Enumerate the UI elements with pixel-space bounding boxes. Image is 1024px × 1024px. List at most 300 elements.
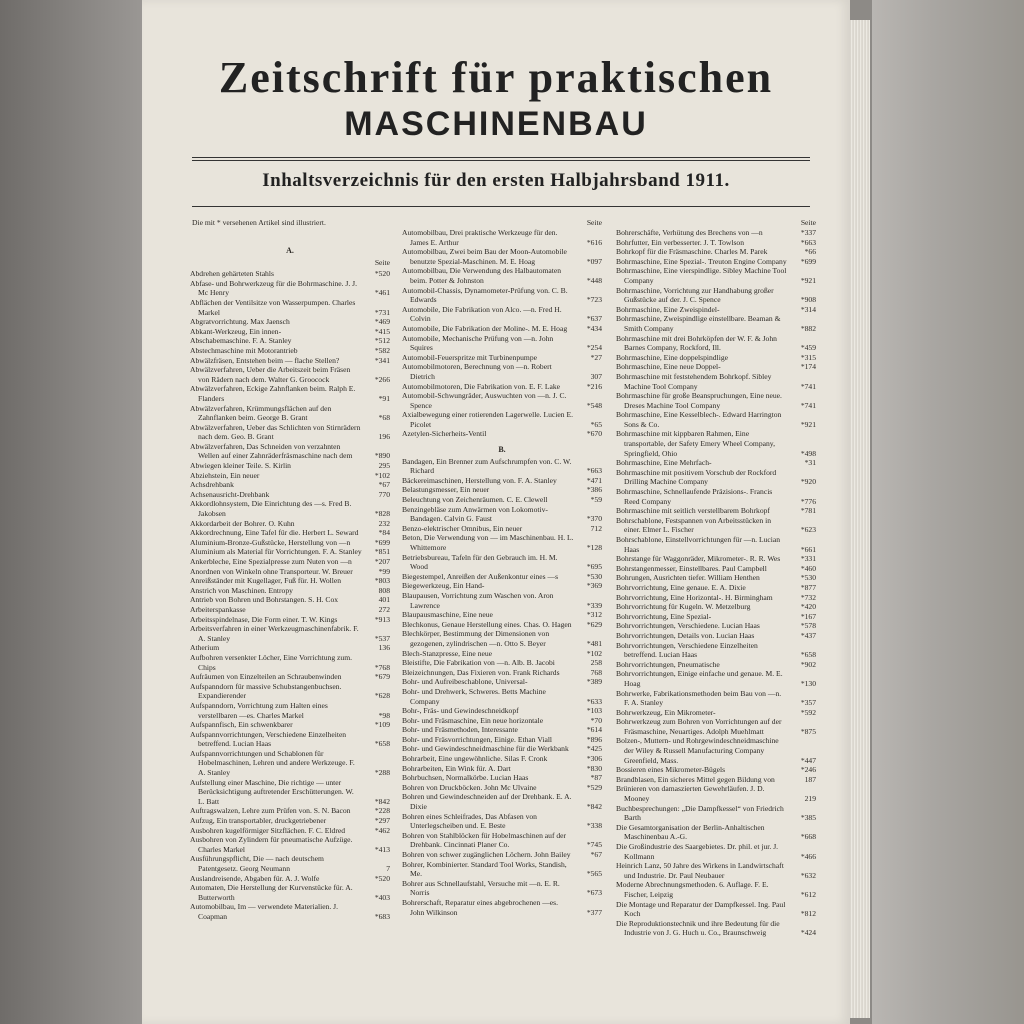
journal-page bbox=[142, 0, 850, 1024]
toc-entry bbox=[616, 353, 816, 363]
toc-entry-page: *128 bbox=[586, 543, 602, 552]
toc-entry-page: *629 bbox=[586, 619, 602, 629]
toc-entry-page: *548 bbox=[586, 400, 602, 410]
toc-entry bbox=[616, 736, 816, 765]
background-left bbox=[0, 0, 142, 1024]
toc-entry bbox=[616, 660, 816, 670]
toc-entry-title: Achsenausricht-Drehbank bbox=[190, 489, 270, 499]
toc-entry-page: *266 bbox=[374, 374, 390, 384]
toc-entry-page: *921 bbox=[800, 419, 816, 429]
toc-entry bbox=[402, 620, 602, 630]
toc-entry-page: *582 bbox=[374, 345, 390, 355]
toc-entry-title: Auftragswalzen, Lehre zum Prüfen von. S. N. Bacon bbox=[190, 806, 351, 816]
toc-entry bbox=[616, 468, 816, 487]
toc-entry-title: Abwiegen kleiner Teile. S. Kirlin bbox=[190, 461, 291, 471]
toc-entry-title: Bohrmaschine, Eine vierspindlige. Sibley Machine Tool Company bbox=[616, 266, 787, 285]
toc-entry bbox=[402, 391, 602, 410]
toc-entry-page: *67 bbox=[378, 480, 390, 490]
toc-entry-title: Automobilmotoren, Berechnung von —n. Robert Dietrich bbox=[402, 362, 552, 381]
toc-entry-title: Bohren von Stahlblöcken für Hobelmaschinen auf der Drehbank. Cincinnati Planer Co. bbox=[402, 830, 567, 850]
seite-header: Seite bbox=[800, 218, 816, 227]
toc-entry-page: *461 bbox=[374, 288, 390, 298]
toc-entry-page: *812 bbox=[800, 909, 816, 919]
toc-entry-title: Abwälzfräsen, Entstehen beim — flache Stellen? bbox=[190, 355, 340, 365]
toc-entry-title: Die Gesamtorganisation der Berlin-Anhaltischen Maschinenbau A.-G. bbox=[616, 822, 765, 842]
toc-entry bbox=[402, 860, 602, 879]
toc-entry bbox=[190, 279, 390, 298]
toc-entry-page: *331 bbox=[800, 554, 816, 564]
toc-entry bbox=[616, 631, 816, 641]
toc-entry-page: *27 bbox=[590, 352, 602, 362]
toc-entry bbox=[616, 247, 816, 257]
toc-entry-title: Bohr-, Fräs- und Gewindeschneidkopf bbox=[402, 706, 519, 716]
toc-entry-title: Arbeitsverfahren in einer Werkzeugmaschinenfabrik. F. A. Stanley bbox=[190, 624, 359, 643]
toc-entry-title: Bohrvorrichtungen, Verschiedene. Lucian Haas bbox=[616, 621, 760, 631]
toc-entry-title: Biegestempel, Anreißen der Außenkontur eines —s bbox=[402, 571, 559, 581]
toc-entry bbox=[402, 266, 602, 285]
toc-entry bbox=[190, 720, 390, 730]
toc-entry bbox=[402, 429, 602, 439]
toc-entry-title: Bohrerschaft, Reparatur eines abgebrochenen —es. John Wilkinson bbox=[402, 897, 559, 917]
toc-entry-title: Bohrvorrichtung, Eine genaue. E. A. Dixie bbox=[616, 582, 746, 592]
toc-entry-title: Anreißständer mit Kugellager, Fuß für. H. Wollen bbox=[190, 576, 341, 586]
toc-entry-page: *803 bbox=[374, 576, 390, 586]
toc-entry-page: *385 bbox=[800, 813, 816, 823]
toc-entry-page: *462 bbox=[374, 825, 390, 835]
toc-entry-page: *663 bbox=[586, 466, 602, 476]
toc-entry bbox=[190, 471, 390, 481]
toc-entry-page: *632 bbox=[800, 870, 816, 880]
toc-entry-page: *341 bbox=[374, 355, 390, 365]
toc-entry-title: Achsdrehbank bbox=[190, 480, 234, 490]
toc-entry-title: Aufspanndorn für massive Schubstangenbuchsen. Expandierender bbox=[190, 681, 342, 701]
toc-entry-title: Aluminium als Material für Vorrichtungen. F. A. Stanley bbox=[190, 547, 362, 557]
toc-entry bbox=[616, 516, 816, 535]
toc-entry bbox=[616, 583, 816, 593]
seite-header: Seite bbox=[586, 218, 602, 227]
toc-entry-page: *768 bbox=[374, 662, 390, 672]
toc-entry-page: 196 bbox=[378, 432, 390, 442]
toc-entry bbox=[190, 826, 390, 836]
toc-entry bbox=[616, 919, 816, 938]
toc-entry-page: *288 bbox=[374, 768, 390, 778]
toc-entry bbox=[190, 874, 390, 884]
toc-entry bbox=[616, 410, 816, 429]
toc-entry-title: Automobil-Schwungräder, Auswuchten von —n. J. C. Spence bbox=[402, 391, 567, 410]
toc-entry-title: Automobilbau, Die Verwendung des Halbautomaten beim. Potter & Johnston bbox=[402, 266, 562, 285]
toc-entry bbox=[402, 476, 602, 486]
toc-entry-page: *732 bbox=[800, 592, 816, 602]
toc-entry-page: *616 bbox=[586, 237, 602, 247]
toc-entry bbox=[616, 564, 816, 574]
toc-entry-page: *633 bbox=[586, 696, 602, 706]
toc-entry bbox=[616, 305, 816, 315]
toc-entry-page: *663 bbox=[800, 237, 816, 247]
toc-entry bbox=[402, 773, 602, 783]
toc-entry-title: Auslandreisende, Abgaben für. A. J. Wolfe bbox=[190, 873, 320, 883]
toc-entry-page: *130 bbox=[800, 678, 816, 688]
toc-entry-title: Bleistifte, Die Fabrikation von —n. Alb. B. Jacobi bbox=[402, 658, 555, 668]
toc-entry-page: *908 bbox=[800, 295, 816, 305]
toc-entry-title: Automaten, Die Herstellung der Kurvenstücke für. A. Butterworth bbox=[190, 883, 353, 902]
toc-entry-title: Anordnen von Winkeln ohne Transporteur. W. Breuer bbox=[190, 566, 353, 576]
toc-entry-title: Bohr- und Fräsmaschine, Ein neue horizontale bbox=[402, 715, 544, 725]
toc-entry-page: *658 bbox=[374, 739, 390, 749]
toc-entry bbox=[402, 764, 602, 774]
toc-entry bbox=[616, 506, 816, 516]
toc-entry-page: *623 bbox=[800, 525, 816, 535]
toc-entry-title: Bleizeichnungen, Das Fixieren von. Frank Richards bbox=[402, 667, 560, 677]
toc-entry-page: *370 bbox=[586, 514, 602, 524]
toc-entry-page: *875 bbox=[800, 726, 816, 736]
toc-entry-page: *306 bbox=[586, 754, 602, 764]
toc-entry-title: Bohrarbeiten, Ein Wink für. A. Dart bbox=[402, 763, 511, 773]
toc-entry-page: *420 bbox=[800, 602, 816, 612]
toc-entry bbox=[190, 538, 390, 548]
toc-entry-title: Aufspannvorrichtungen, Verschiedene Einzelheiten betreffend. Lucian Haas bbox=[190, 729, 347, 749]
toc-entry-page: *460 bbox=[800, 563, 816, 573]
toc-entry-title: Automobilbau, Im — verwendete Materialien. J. Coapman bbox=[190, 902, 339, 921]
toc-entry bbox=[402, 228, 602, 247]
toc-entry-page: *699 bbox=[800, 256, 816, 266]
toc-entry-page: *98 bbox=[378, 710, 390, 720]
toc-entry-title: Bohrmaschine mit kippbaren Rahmen, Eine transportable, der Safety Emery Wheel Company, Springfield, Ohio bbox=[616, 429, 775, 458]
toc-entry-page: 808 bbox=[378, 585, 390, 595]
toc-entry bbox=[402, 457, 602, 476]
toc-entry-page: 136 bbox=[378, 643, 390, 653]
toc-entry-title: Bohren von schwer zugänglichen Löchern. John Bailey bbox=[402, 850, 571, 859]
toc-entry bbox=[616, 286, 816, 305]
toc-entry bbox=[616, 602, 816, 612]
toc-entry bbox=[616, 554, 816, 564]
toc-entry-title: Betriebsbureau, Tafeln für den Gebrauch im. H. M. Wood bbox=[402, 552, 558, 572]
toc-entry-page: *469 bbox=[374, 317, 390, 327]
toc-entry-page: *99 bbox=[378, 566, 390, 576]
toc-entry bbox=[402, 706, 602, 716]
toc-entry-page: *661 bbox=[800, 544, 816, 554]
toc-entry-page: *369 bbox=[586, 581, 602, 591]
toc-entry-page: *668 bbox=[800, 832, 816, 842]
section-letter: B. bbox=[498, 445, 506, 455]
toc-entry bbox=[190, 586, 390, 596]
toc-entry bbox=[616, 257, 816, 267]
toc-entry-title: Aufstellung einer Maschine, Die richtige — unter Berücksichtigung auftretender Erschütterungen. W. L. Batt bbox=[190, 777, 354, 806]
toc-entry bbox=[402, 247, 602, 266]
toc-entry-title: Brandblasen, Ein sicheres Mittel gegen Bildung von bbox=[616, 774, 775, 784]
toc-entry bbox=[190, 854, 390, 873]
toc-entry-title: Automobile, Die Fabrikation der Moline-. M. E. Hoag bbox=[402, 323, 568, 333]
toc-entry-page: *447 bbox=[800, 755, 816, 765]
toc-entry bbox=[190, 269, 390, 279]
toc-entry-page: *434 bbox=[586, 323, 602, 333]
toc-entry-page: *66 bbox=[804, 247, 816, 257]
toc-entry bbox=[616, 900, 816, 919]
toc-entry-title: Blechkörper, Bestimmung der Dimensionen von gezogenen, zylindrischen —n. Otto S. Beyer bbox=[402, 629, 550, 648]
toc-entry-title: Akkordarbeit der Bohrer. O. Kuhn bbox=[190, 518, 295, 528]
toc-entry-page: *890 bbox=[374, 451, 390, 461]
toc-entry bbox=[402, 649, 602, 659]
toc-entry-title: Bohren und Gewindeschneiden auf der Drehbank. E. A. Dixie bbox=[402, 792, 572, 812]
toc-entry-page: 401 bbox=[378, 595, 390, 605]
toc-entry-title: Bohrmaschine, Schnellaufende Präzisions-. Francis Reed Company bbox=[616, 487, 773, 506]
toc-entry-page: *670 bbox=[586, 429, 602, 439]
toc-entry-page: *537 bbox=[374, 633, 390, 643]
toc-entry-page: *424 bbox=[800, 928, 816, 938]
toc-entry bbox=[402, 572, 602, 582]
toc-entry-title: Bohrkopf für die Fräsmaschine. Charles M. Parek bbox=[616, 247, 768, 257]
toc-entry bbox=[190, 327, 390, 337]
toc-entry bbox=[616, 238, 816, 248]
toc-entry bbox=[402, 334, 602, 353]
toc-entry-title: Bohrfutter, Ein verbesserter. J. T. Towlson bbox=[616, 237, 745, 247]
toc-entry-page: *529 bbox=[586, 782, 602, 792]
toc-entry bbox=[190, 442, 390, 461]
toc-entry-title: Abflächen der Ventilsitze von Wasserpumpen. Charles Markel bbox=[190, 297, 356, 317]
toc-entry bbox=[616, 612, 816, 622]
toc-entry-title: Akkordrechnung, Eine Tafel für die. Herbert L. Seward bbox=[190, 528, 359, 538]
toc-entry bbox=[190, 528, 390, 538]
toc-entry-page: *896 bbox=[586, 734, 602, 744]
toc-entry-title: Bohr- und Fräsvorrichtungen, Einige. Ethan Viall bbox=[402, 734, 553, 744]
toc-entry-page: *228 bbox=[374, 806, 390, 816]
toc-entry-page: *520 bbox=[374, 873, 390, 883]
toc-entry-page: *109 bbox=[374, 720, 390, 730]
toc-entry-title: Biegewerkzeug, Ein Hand- bbox=[402, 581, 485, 591]
toc-entry-title: Ankerbleche, Eine Spezialpresse zum Nuten von —n bbox=[190, 557, 352, 566]
book-page-edges bbox=[848, 20, 870, 1018]
toc-entry-title: Aufspannfisch, Ein schwenkbarer bbox=[190, 720, 293, 730]
toc-entry bbox=[190, 835, 390, 854]
toc-entry bbox=[616, 621, 816, 631]
toc-entry-page: *102 bbox=[586, 648, 602, 658]
toc-entry-title: Benzingebläse zum Anwärmen von Lokomotiv-Bandagen. Calvin G. Faust bbox=[402, 504, 548, 524]
toc-entry-page: *592 bbox=[800, 707, 816, 717]
toc-entry-page: *920 bbox=[800, 477, 816, 487]
toc-entry bbox=[616, 641, 816, 660]
toc-entry-title: Ausführungspflicht, Die — nach deutschem Patentgesetz. Georg Neumann bbox=[190, 854, 324, 873]
toc-entry-page: *578 bbox=[800, 621, 816, 631]
toc-entry-title: Bohrvorrichtungen, Verschiedene Einzelheiten betreffend. Lucian Haas bbox=[616, 640, 758, 660]
toc-entry-title: Bohrmaschine, Zweispindlige einstellbare. Beaman & Smith Company bbox=[616, 314, 781, 333]
toc-entry bbox=[616, 487, 816, 506]
toc-entry-title: Aufspannvorrichtungen und Schablonen für Hobelmaschinen, Lehren und andere Werkzeuge. F. A. Stanley bbox=[190, 748, 355, 778]
toc-entry bbox=[190, 730, 390, 749]
toc-entry-title: Die Reproduktionstechnik und ihre Bedeutung für die Industrie von J. G. Huch u. Co., Braunschweig bbox=[616, 918, 780, 938]
toc-entry-title: Anstrich von Maschinen. Entropy bbox=[190, 585, 293, 595]
toc-entry-page: *437 bbox=[800, 630, 816, 640]
toc-entry-page: *851 bbox=[374, 547, 390, 557]
toc-entry-title: Bohrmaschine mit seitlich verstellbarem Bohrkopf bbox=[616, 506, 770, 516]
toc-entry bbox=[190, 404, 390, 423]
toc-entry-page: *882 bbox=[800, 323, 816, 333]
toc-entry-page: *377 bbox=[586, 907, 602, 917]
toc-entry-page: *254 bbox=[586, 343, 602, 353]
toc-entry-page: *683 bbox=[374, 911, 390, 921]
toc-entry bbox=[190, 624, 390, 643]
toc-entry-title: Automobil-Feuerspritze mit Turbinenpumpe bbox=[402, 352, 537, 362]
toc-entry bbox=[616, 823, 816, 842]
toc-entry-page: *614 bbox=[586, 725, 602, 735]
toc-entry-title: Bohrvorrichtungen, Pneumatische bbox=[616, 659, 720, 669]
toc-entry bbox=[190, 576, 390, 586]
toc-entry-page: *658 bbox=[800, 650, 816, 660]
toc-entry bbox=[190, 778, 390, 807]
toc-entry bbox=[402, 735, 602, 745]
section-letter: A. bbox=[286, 246, 294, 255]
toc-entry bbox=[616, 669, 816, 688]
toc-entry-title: Bolzen-, Muttern- und Rohrgewindeschneidmaschine der Wiley & Russell Manufacturing Company Greenfield, Mass. bbox=[616, 736, 779, 765]
toc-entry-title: Automobilmotoren, Die Fabrikation von. E. F. Lake bbox=[402, 381, 560, 391]
toc-entry bbox=[190, 672, 390, 682]
toc-entry bbox=[616, 708, 816, 718]
masthead bbox=[142, 52, 850, 144]
toc-entry bbox=[402, 524, 602, 534]
toc-entry-page: 272 bbox=[378, 604, 390, 614]
toc-entry-title: Antrieb von Bohren und Bohrstangen. S. H. Cox bbox=[190, 595, 339, 605]
toc-entry-page: *425 bbox=[586, 744, 602, 754]
toc-entry-title: Abdrehen gehärteten Stahls bbox=[190, 269, 274, 279]
toc-entry-page: *448 bbox=[586, 275, 602, 285]
toc-entry-title: Bohr- und Gewindeschneidmaschine für die Werkbank bbox=[402, 744, 569, 754]
toc-entry-title: Bohrmaschine, Eine Mehrfach- bbox=[616, 458, 712, 468]
toc-entry-title: Bohrwerkzeug, Ein Mikrometer- bbox=[616, 707, 716, 717]
toc-entry-page: 768 bbox=[590, 667, 602, 677]
toc-entry-page: *530 bbox=[586, 571, 602, 581]
toc-entry bbox=[616, 765, 816, 775]
toc-entry bbox=[402, 792, 602, 811]
toc-entry-page: *637 bbox=[586, 314, 602, 324]
toc-entry-title: Bohrschablone, Einstellvorrichtungen für —n. Lucian Haas bbox=[616, 535, 781, 554]
toc-entry bbox=[402, 879, 602, 898]
toc-entry-page: *386 bbox=[586, 485, 602, 495]
toc-entry bbox=[616, 775, 816, 785]
toc-entry-title: Bohrvorrichtungen, Einige einfache und genaue. M. E. Hoag bbox=[616, 669, 783, 688]
toc-entry-page: *731 bbox=[374, 307, 390, 317]
toc-entry-page: *741 bbox=[800, 381, 816, 391]
toc-entry bbox=[616, 458, 816, 468]
toc-entry-title: Bohrvorrichtung, Eine Spezial- bbox=[616, 611, 712, 621]
toc-entry-page: *65 bbox=[590, 419, 602, 429]
toc-entry bbox=[616, 842, 816, 861]
toc-entry bbox=[190, 298, 390, 317]
toc-entry-page: 770 bbox=[378, 489, 390, 499]
toc-entry-page: *91 bbox=[378, 393, 390, 403]
toc-entry-page: *413 bbox=[374, 844, 390, 854]
toc-entry-title: Bohren eines Schleifrades, Das Abfasen von Unterlegscheiben und. E. Beste bbox=[402, 811, 537, 831]
toc-entry bbox=[402, 353, 602, 363]
toc-entry-title: Bohrwerkzeug zum Bohren von Vorrichtungen auf der Fräsmaschine, Neuartiges. Adolph Muehlmatt bbox=[616, 717, 782, 736]
toc-entry bbox=[402, 687, 602, 706]
toc-entry bbox=[402, 658, 602, 668]
toc-entry-page: *70 bbox=[590, 715, 602, 725]
toc-entry bbox=[402, 898, 602, 917]
toc-entry-title: Aufräumen von Einzelteilen an Schraubenwinden bbox=[190, 672, 342, 682]
toc-entry-title: Ausbohren von Zylindern für pneumatische Aufzüge. Charles Markel bbox=[190, 835, 353, 854]
toc-entry-title: Automobile, Mechanische Prüfung von —n. John Squires bbox=[402, 333, 554, 353]
toc-column-2 bbox=[402, 218, 602, 1008]
toc-entry-title: Bohrstange für Waggonräder, Mikrometer-. R. R. Wes bbox=[616, 554, 781, 564]
toc-entry-title: Abfase- und Bohrwerkzeug für die Bohrmaschine. J. J. Mc Henry bbox=[190, 278, 358, 298]
toc-entry-page: *530 bbox=[800, 573, 816, 583]
toc-entry-page: *338 bbox=[586, 821, 602, 831]
toc-entry bbox=[190, 595, 390, 605]
toc-entry-page: *103 bbox=[586, 706, 602, 716]
toc-entry bbox=[402, 668, 602, 678]
background-right bbox=[872, 0, 1024, 1024]
toc-entry-page: *246 bbox=[800, 765, 816, 775]
toc-entry bbox=[402, 533, 602, 552]
toc-entry-title: Abwälzverfahren, Eckige Zahnflanken beim. Ralph E. Flanders bbox=[190, 384, 356, 403]
toc-entry-title: Moderne Abrechnungsmethoden. 6. Auflage. F. E. Fischer, Leipzig bbox=[616, 880, 769, 899]
toc-entry bbox=[402, 812, 602, 831]
toc-entry-page: 307 bbox=[590, 371, 602, 381]
toc-entry-page: *459 bbox=[800, 343, 816, 353]
toc-entry-page: *612 bbox=[800, 889, 816, 899]
toc-entry bbox=[616, 880, 816, 899]
toc-entry bbox=[190, 519, 390, 529]
toc-entry bbox=[190, 490, 390, 500]
toc-entry bbox=[190, 336, 390, 346]
toc-entry-page: *207 bbox=[374, 557, 390, 566]
toc-subtitle: Inhaltsverzeichnis für den ersten Halbjahrsband 1911. bbox=[262, 170, 730, 191]
toc-entry-title: Automobile, Die Fabrikation von Alco. —n. Fred H. Colvin bbox=[402, 304, 562, 324]
toc-entry-page: *781 bbox=[800, 506, 816, 516]
journal-title-line1: Zeitschrift für praktischen bbox=[218, 53, 774, 102]
toc-entry bbox=[616, 391, 816, 410]
toc-entry-title: Axialbewegung einer rotierenden Lagerwelle. Lucien E. Picolet bbox=[402, 410, 573, 429]
toc-entry-title: Bohrmaschine, Eine doppelspindlige bbox=[616, 352, 728, 362]
toc-entry bbox=[190, 557, 390, 567]
toc-entry bbox=[402, 831, 602, 850]
toc-entry-page: *673 bbox=[586, 888, 602, 898]
toc-entry bbox=[616, 429, 816, 458]
toc-entry-title: Abstechmaschine mit Motorantrieb bbox=[190, 345, 298, 355]
toc-entry bbox=[616, 266, 816, 285]
toc-entry bbox=[402, 629, 602, 648]
toc-entry-title: Aufspanndorn, Vorrichtung zum Halten eines verstellbaren —es. Charles Markel bbox=[190, 700, 328, 720]
toc-entry-title: Brünieren von damaszierten Gewehrläufen. J. D. Mooney bbox=[616, 784, 765, 804]
toc-entry bbox=[190, 384, 390, 403]
toc-entry bbox=[402, 850, 602, 860]
toc-entry-title: Abwälzverfahren, Das Schneiden von verzahnten Wellen auf einer Zahnräderfräsmaschine nach dem bbox=[190, 441, 353, 461]
toc-entry-page: 258 bbox=[590, 658, 602, 668]
toc-entry-page: *745 bbox=[586, 840, 602, 850]
toc-entry-title: Bohrerschäfte, Verhütung des Brechens von —n bbox=[616, 228, 763, 237]
toc-entry-title: Bohr- und Drehwerk, Schweres. Betts Machine Company bbox=[402, 686, 546, 706]
toc-entry-page: *913 bbox=[374, 614, 390, 624]
toc-entry-title: Abwälzverfahren, Ueber die Arbeitszeit beim Fräsen von Rädern nach dem. Walter G. Groocock bbox=[190, 365, 351, 384]
toc-entry-page: *216 bbox=[586, 381, 602, 391]
toc-entry-title: Aufzug, Ein transportabler, druckgetriebener bbox=[190, 816, 327, 826]
toc-entry-page: *68 bbox=[378, 413, 390, 423]
toc-entry bbox=[616, 784, 816, 803]
toc-entry-title: Bohrmaschine, Vorrichtung zur Handhabung großer Gußstücke auf der. J. C. Spence bbox=[616, 285, 774, 305]
toc-entry bbox=[190, 346, 390, 356]
toc-entry-title: Bohrmaschine, Eine Kesselblech-. Edward Harrington Sons & Co. bbox=[616, 410, 782, 429]
toc-entry-title: Benzo-elektrischer Omnibus, Ein neuer bbox=[402, 523, 523, 533]
toc-entry bbox=[616, 314, 816, 333]
toc-entry-page: *339 bbox=[586, 600, 602, 610]
toc-entry-title: Ausbohren kugelförmiger Sitzflächen. F. C. Eldred bbox=[190, 825, 346, 835]
toc-entry-title: Bohrvorrichtung, Eine Horizontal-. H. Birmingham bbox=[616, 592, 773, 602]
title-rule-top bbox=[192, 157, 810, 158]
toc-entry-page: *877 bbox=[800, 582, 816, 592]
toc-entry bbox=[190, 365, 390, 384]
toc-entry bbox=[190, 749, 390, 778]
toc-entry bbox=[402, 324, 602, 334]
toc-entry bbox=[190, 701, 390, 720]
toc-entry-page: *174 bbox=[800, 362, 816, 372]
